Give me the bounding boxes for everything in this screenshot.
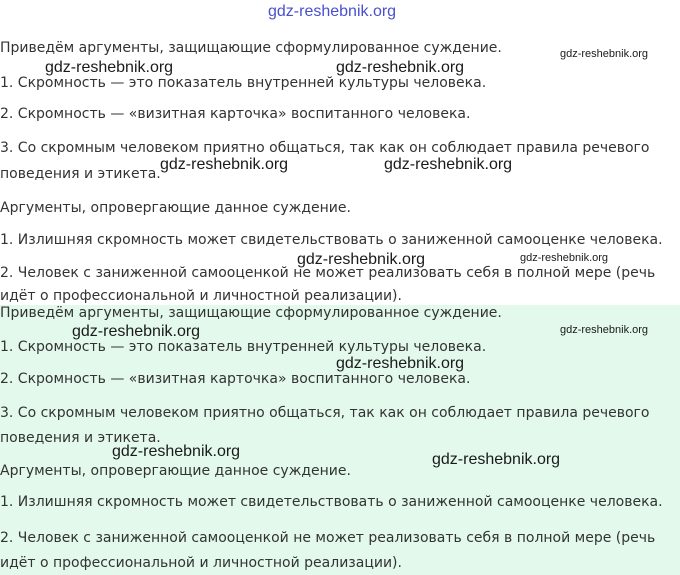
watermark-text: gdz-reshebnik.org (112, 443, 241, 460)
counter-argument-2-line-1: 2. Человек с заниженной самооценкой не может реализовать себя в полной мере (речь (0, 265, 656, 281)
watermark-text: gdz-reshebnik.org (297, 251, 426, 268)
argument-2: 2. Скромность — «визитная карточка» воспитанного человека. (0, 106, 471, 122)
argument-3-line-2: поведения и этикета. (0, 166, 161, 182)
answer-block-bottom (0, 305, 680, 575)
counter-intro-text: Аргументы, опровергающие данное суждение. (0, 200, 351, 216)
counter-argument-2-line-2: идёт о профессиональной и личностной реализации). (0, 288, 402, 304)
counter-argument-2-line-1: 2. Человек с заниженной самооценкой не может реализовать себя в полной мере (речь (0, 530, 656, 546)
watermark-text: gdz-reshebnik.org (560, 324, 649, 336)
watermark-text: gdz-reshebnik.org (336, 59, 465, 76)
argument-3-line-1: 3. Со скромным человеком приятно общаться, так как он соблюдает правила речевого (0, 140, 650, 156)
watermark-text: gdz-reshebnik.org (336, 355, 465, 372)
watermark-text: gdz-reshebnik.org (72, 323, 201, 340)
counter-intro-text: Аргументы, опровергающие данное суждение. (0, 463, 351, 479)
watermark-text: gdz-reshebnik.org (384, 156, 513, 173)
argument-1: 1. Скромность — это показатель внутренней культуры человека. (0, 75, 487, 91)
argument-3-line-1: 3. Со скромным человеком приятно общаться, так как он соблюдает правила речевого (0, 405, 650, 421)
argument-2: 2. Скромность — «визитная карточка» воспитанного человека. (0, 371, 471, 387)
watermark-text: gdz-reshebnik.org (520, 252, 609, 264)
argument-3-line-2: поведения и этикета. (0, 430, 161, 446)
intro-text: Приведём аргументы, защищающие сформулированное суждение. (0, 40, 502, 56)
watermark-text: gdz-reshebnik.org (432, 451, 561, 468)
counter-argument-1: 1. Излишняя скромность может свидетельствовать о заниженной самооценке человека. (0, 232, 663, 248)
argument-1: 1. Скромность — это показатель внутренней культуры человека. (0, 339, 487, 355)
counter-argument-2-line-2: идёт о профессиональной и личностной реализации). (0, 555, 402, 571)
watermark-text: gdz-reshebnik.org (560, 48, 649, 60)
watermark-text: gdz-reshebnik.org (160, 156, 289, 173)
intro-text: Приведём аргументы, защищающие сформулированное суждение. (0, 305, 502, 321)
header-watermark: gdz-reshebnik.org (268, 3, 397, 20)
watermark-text: gdz-reshebnik.org (45, 59, 174, 76)
counter-argument-1: 1. Излишняя скромность может свидетельствовать о заниженной самооценке человека. (0, 494, 663, 510)
